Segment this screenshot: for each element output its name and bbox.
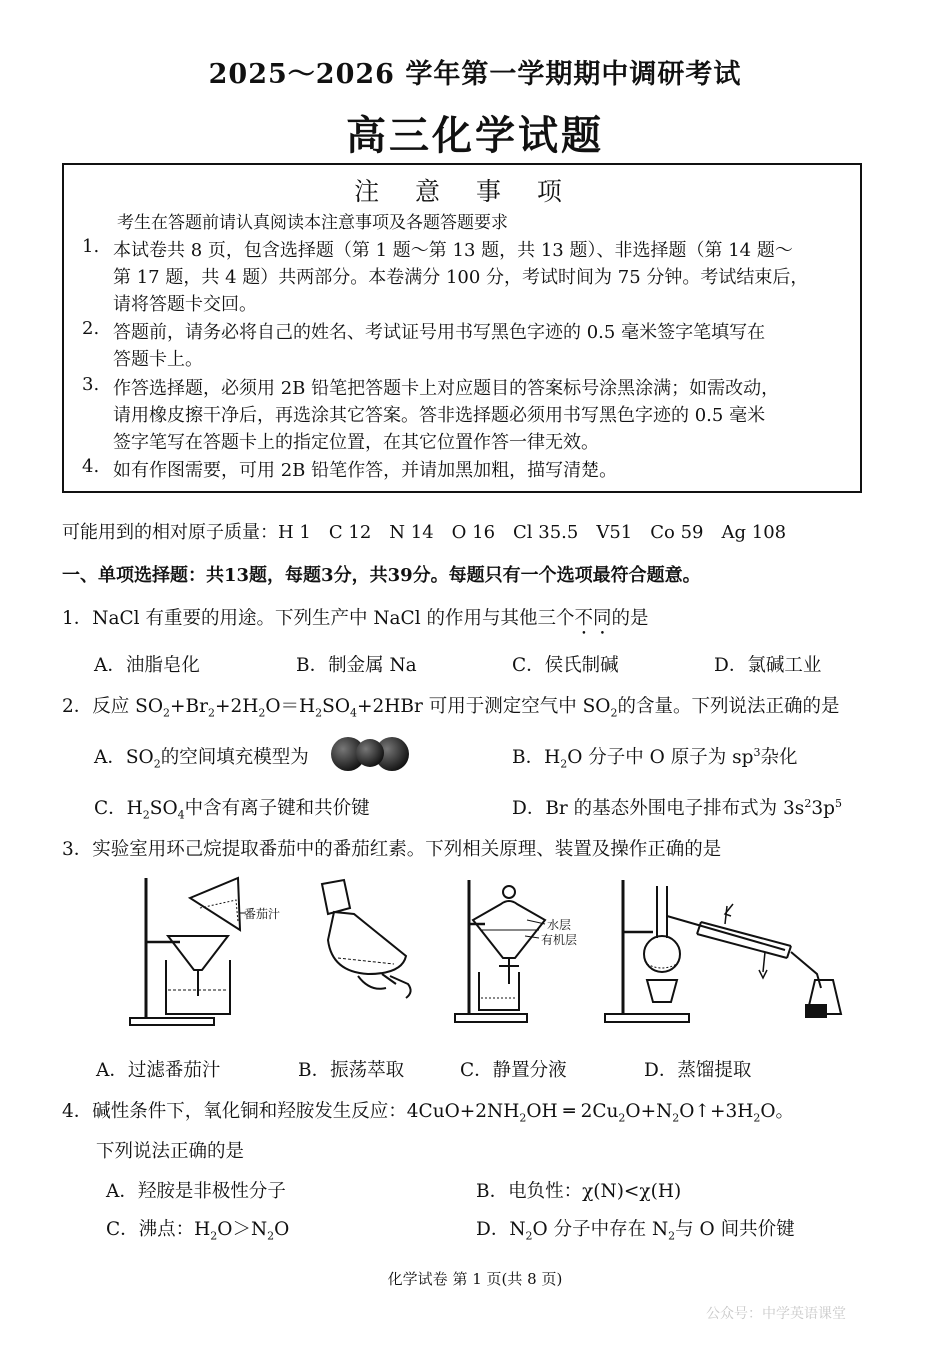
q4-option-d: D．$N_2O$ 分子中存在 $N_2$与 O 间共价键 [476, 1219, 795, 1243]
water-layer-label: 水层 [547, 918, 572, 932]
q4-stem: 4．碱性条件下，氧化铜和羟胺发生反应：$4CuO+2NH_2OH$ ═ $2Cu_2O+N_2O↑+3H_2O$。 [62, 1101, 795, 1125]
q1-stem: 1．NaCl 有重要的用途。下列生产中 NaCl 的作用与其他三个不同的是 [62, 608, 649, 629]
q2-option-a: A．$SO_2$的空间填充模型为 [94, 747, 309, 771]
juice-label: 番茄汁 [244, 907, 281, 921]
notice-item-4-line-1: 如有作图需要，可用 2B 铅笔作答，并请加黑加粗，描写清楚。 [113, 460, 618, 481]
watermark: 公众号：中学英语课堂 [706, 1306, 846, 1322]
notice-item-2-line-2: 答题卡上。 [113, 349, 203, 370]
section-heading: 一、单项选择题：共13题，每题3分，共39分。每题只有一个选项最符合题意。 [62, 565, 701, 586]
q1-option-a: A．油脂皂化 [94, 655, 200, 676]
notice-item-3-line-1: 作答选择题，必须用 2B 铅笔把答题卡上对应题目的答案标号涂黑涂满；如需改动， [113, 378, 780, 399]
q1-emphasis: 不同 [574, 608, 612, 629]
q3-option-c: C．静置分液 [460, 1060, 567, 1081]
q2-option-b: B．$H_2O$ 分子中 O 原子为 $sp^3$杂化 [512, 745, 798, 771]
q1-option-c: C．侯氏制碱 [512, 655, 619, 676]
q4-stem-line-2: 下列说法正确的是 [96, 1141, 245, 1162]
q3-option-b: B．振荡萃取 [298, 1060, 405, 1081]
so2-space-filling-model [328, 734, 414, 774]
notice-item-3-num: 3. [82, 374, 100, 395]
q3-option-a: A．过滤番茄汁 [96, 1060, 221, 1081]
q4-option-a: A．羟胺是非极性分子 [106, 1181, 286, 1202]
notice-item-1-line-2: 第 17 题，共 4 题）共两部分。本卷满分 100 分，考试时间为 75 分钟。考试结束后， [113, 267, 809, 288]
exam-title: 2025～2026 学年第一学期期中调研考试 [208, 59, 742, 90]
notice-title: 注 意 事 项 [354, 177, 576, 206]
filtration-apparatus [128, 878, 318, 1030]
notice-item-1-line-1: 本试卷共 8 页，包含选择题（第 1 题～第 13 题，共 13 题）、非选择题（第 14 题～ [113, 240, 793, 261]
shaking-funnel-apparatus [310, 880, 420, 1010]
notice-item-3-line-3: 签字笔写在答题卡上的指定位置，在其它位置作答一律无效。 [113, 432, 599, 453]
notice-item-1-line-3: 请将答题卡交回。 [113, 294, 257, 315]
q2-option-c: C．$H_2SO_4$中含有离子键和共价键 [94, 798, 370, 822]
separation-apparatus [455, 880, 605, 1026]
atomic-masses: 可能用到的相对原子质量：H 1 C 12 N 14 O 16 Cl 35.5 V51 Co 59 Ag 108 [62, 522, 787, 543]
q1-option-d: D．氯碱工业 [714, 655, 822, 676]
page-footer: 化学试卷 第 1 页(共 8 页) [387, 1270, 563, 1288]
notice-item-2-num: 2. [82, 318, 100, 339]
notice-item-2-line-1: 答题前，请务必将自己的姓名、考试证号用书写黑色字迹的 0.5 毫米签字笔填写在 [113, 322, 766, 343]
paper-title: 高三化学试题 [346, 112, 604, 159]
q3-option-d: D．蒸馏提取 [644, 1060, 752, 1081]
notice-item-1-num: 1. [82, 236, 100, 257]
notice-intro: 考生在答题前请认真阅读本注意事项及各题答题要求 [117, 213, 508, 233]
distillation-apparatus [605, 876, 845, 1026]
notice-item-3-line-2: 请用橡皮擦干净后，再选涂其它答案。答非选择题必须用书写黑色字迹的 0.5 毫米 [113, 405, 766, 426]
q2-stem: 2．反应 $SO_2+Br_2+2H_2O=H_2SO_4+2HBr$ 可用于测定空气中 $SO_2$的含量。下列说法正确的是 [62, 696, 840, 720]
q1-option-b: B．制金属 Na [296, 655, 417, 676]
q2-option-d: D．Br 的基态外围电子排布式为 $3s^23p^5$ [512, 796, 842, 819]
q4-option-b: B．电负性：χ(N)<χ(H) [476, 1181, 682, 1202]
q3-stem: 3．实验室用环己烷提取番茄中的番茄红素。下列相关原理、装置及操作正确的是 [62, 839, 722, 860]
notice-item-4-num: 4. [82, 456, 100, 477]
q4-option-c: C．沸点：$H_2O>N_2O$ [106, 1219, 290, 1243]
organic-layer-label: 有机层 [541, 933, 578, 947]
